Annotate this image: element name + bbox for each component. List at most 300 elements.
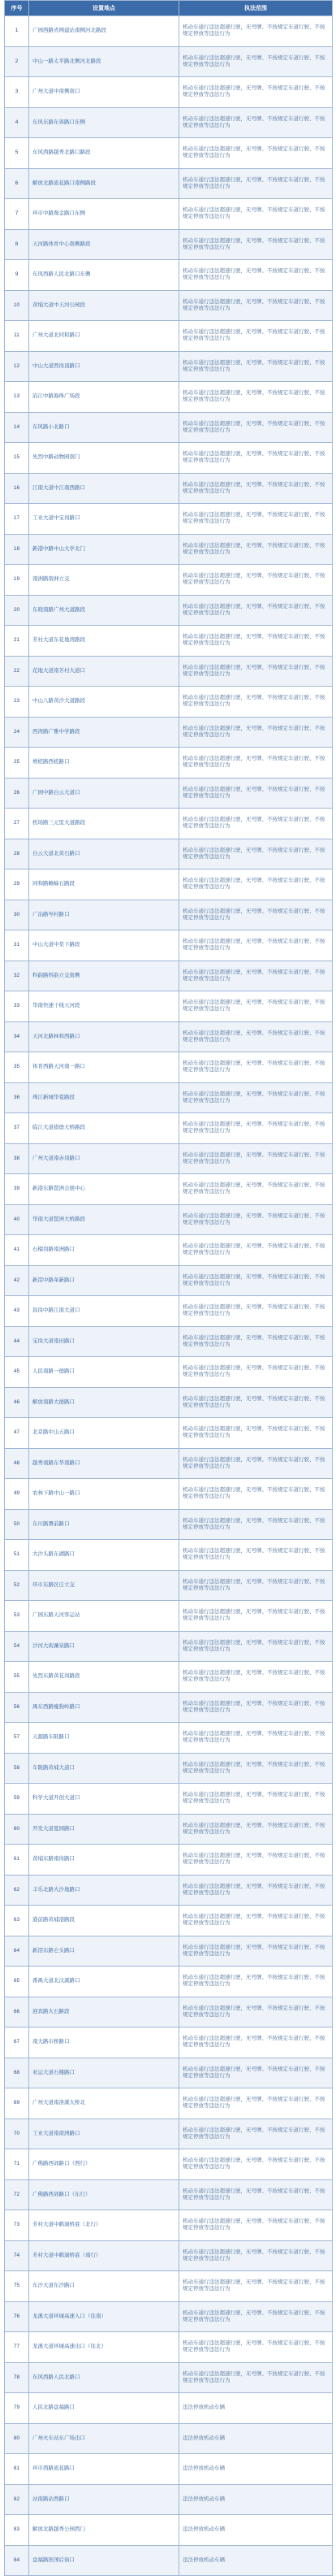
row-index: 75	[5, 2271, 29, 2302]
row-scope: 机动车通行违法超速行驶，无号牌、不按规定车道行驶、不按规定停放等违法行为	[179, 443, 333, 474]
row-index: 24	[5, 717, 29, 748]
row-scope: 机动车通行违法超速行驶，无号牌、不按规定车道行驶、不按规定停放等违法行为	[179, 138, 333, 169]
row-index: 70	[5, 2118, 29, 2149]
row-index: 6	[5, 168, 29, 199]
row-index: 44	[5, 1326, 29, 1357]
row-location: 华南大道琶洲大桥路段	[29, 1204, 179, 1235]
table-row	[5, 1936, 333, 1967]
row-index: 17	[5, 504, 29, 535]
row-location: 北京路中山五路口	[29, 1418, 179, 1449]
table-row	[5, 1052, 333, 1083]
row-location: 解放北路越秀公园西门	[29, 2515, 179, 2546]
table-row	[5, 626, 333, 657]
row-scope: 机动车通行违法超速行驶，无号牌、不按规定车道行驶、不按规定停放等违法行为	[179, 412, 333, 443]
row-scope: 机动车通行违法超速行驶，无号牌、不按规定车道行驶、不按规定停放等违法行为	[179, 1021, 333, 1052]
row-location: 东风西路越秀北路口路段	[29, 138, 179, 169]
row-location: 芳村大道东花地湾路段	[29, 626, 179, 657]
enforcement-locations-table	[4, 0, 333, 2576]
row-index: 33	[5, 991, 29, 1022]
row-index: 32	[5, 961, 29, 991]
row-index: 49	[5, 1479, 29, 1510]
table-row	[5, 412, 333, 443]
row-index: 40	[5, 1204, 29, 1235]
table-row	[5, 2332, 333, 2363]
row-location: 科韵路科韵立交南侧	[29, 961, 179, 991]
row-location: 丰乐北路大沙地路口	[29, 1875, 179, 1906]
table-row	[5, 1662, 333, 1693]
row-scope: 机动车通行违法超速行驶，无号牌、不按规定车道行驶、不按规定停放等违法行为	[179, 1143, 333, 1174]
row-index: 38	[5, 1143, 29, 1174]
row-index: 26	[5, 778, 29, 809]
row-index: 12	[5, 351, 29, 382]
table-row	[5, 1967, 333, 1997]
table-row	[5, 870, 333, 900]
row-location: 宝岗大道南田路口	[29, 1326, 179, 1357]
row-location: 天河北路林和西路口	[29, 1021, 179, 1052]
row-index: 10	[5, 290, 29, 321]
table-row	[5, 2393, 333, 2424]
row-scope: 机动车通行违法超速行驶，无号牌、不按规定车道行驶、不按规定停放等违法行为	[179, 1936, 333, 1967]
row-scope: 机动车通行违法超速行驶，无号牌、不按规定车道行驶、不按规定停放等违法行为	[179, 595, 333, 626]
row-scope: 机动车通行违法超速行驶，无号牌、不按规定车道行驶、不按规定停放等违法行为	[179, 1418, 333, 1449]
row-location: 东风西路人民北路口	[29, 2362, 179, 2393]
row-location: 西湾路广雅中学路段	[29, 717, 179, 748]
row-location: 体育西路天河南一路口	[29, 1052, 179, 1083]
table-row	[5, 2240, 333, 2271]
table-row	[5, 1723, 333, 1754]
table-row	[5, 2515, 333, 2546]
row-scope: 机动车通行违法超速行驶，无号牌、不按规定车道行驶、不按规定停放等违法行为	[179, 1174, 333, 1205]
row-scope: 机动车通行违法超速行驶，无号牌、不按规定车道行驶、不按规定停放等违法行为	[179, 290, 333, 321]
table-row	[5, 1753, 333, 1784]
row-index: 11	[5, 321, 29, 352]
row-index: 76	[5, 2301, 29, 2332]
row-location: 港前路黄埔港路段	[29, 1906, 179, 1936]
table-row	[5, 321, 333, 352]
row-location: 机场路三元里大道路段	[29, 809, 179, 839]
row-index: 55	[5, 1662, 29, 1693]
row-scope: 机动车通行违法超速行驶，无号牌、不按规定车道行驶、不按规定停放等违法行为	[179, 1235, 333, 1266]
row-location: 天河路体育中心南侧路段	[29, 229, 179, 260]
table-row	[5, 656, 333, 687]
row-index: 83	[5, 2515, 29, 2546]
row-index: 64	[5, 1936, 29, 1967]
row-scope: 违法停放机动车辆	[179, 2393, 333, 2424]
row-location: 中山大道西岗顶路口	[29, 351, 179, 382]
row-location: 南洲路南洲立交	[29, 565, 179, 596]
row-index: 22	[5, 656, 29, 687]
row-scope: 机动车通行违法超速行驶，无号牌、不按规定车道行驶、不按规定停放等违法行为	[179, 199, 333, 230]
table-row	[5, 1326, 333, 1357]
table-row	[5, 46, 333, 77]
row-location: 芳村大道中鹤洞桥底（北行）	[29, 2210, 179, 2241]
table-row	[5, 534, 333, 565]
row-location: 迎宾路大石路段	[29, 1997, 179, 2027]
row-scope: 机动车通行违法超速行驶，无号牌、不按规定车道行驶、不按规定停放等违法行为	[179, 1570, 333, 1601]
row-scope: 机动车通行违法超速行驶，无号牌、不按规定车道行驶、不按规定停放等违法行为	[179, 1875, 333, 1906]
table-row	[5, 1143, 333, 1174]
row-scope: 机动车通行违法超速行驶，无号牌、不按规定车道行驶、不按规定停放等违法行为	[179, 1357, 333, 1388]
row-index: 62	[5, 1875, 29, 1906]
row-location: 黄埔东路南岗路口	[29, 1845, 179, 1876]
row-location: 广州大道中南侧南口	[29, 77, 179, 108]
row-scope: 机动车通行违法超速行驶，无号牌、不按规定车道行驶、不按规定停放等违法行为	[179, 260, 333, 291]
row-index: 4	[5, 107, 29, 138]
row-location: 东沙大道东沙路口	[29, 2271, 179, 2302]
row-scope: 机动车通行违法超速行驶，无号牌、不按规定车道行驶、不按规定停放等违法行为	[179, 1509, 333, 1540]
table-row	[5, 2027, 333, 2058]
row-index: 43	[5, 1296, 29, 1327]
row-scope: 机动车通行违法超速行驶，无号牌、不按规定车道行驶、不按规定停放等违法行为	[179, 168, 333, 199]
header-location: 设置地点	[29, 1, 179, 16]
row-index: 2	[5, 46, 29, 77]
table-row	[5, 1814, 333, 1845]
row-location: 广汕路岑村路口	[29, 900, 179, 930]
row-index: 13	[5, 382, 29, 413]
row-location: 新港中路中山大学北门	[29, 534, 179, 565]
row-location: 石榴岗路南洲路口	[29, 1235, 179, 1266]
row-scope: 机动车通行违法超速行驶，无号牌、不按规定车道行驶、不按规定停放等违法行为	[179, 77, 333, 108]
table-row	[5, 2423, 333, 2454]
table-row	[5, 2484, 333, 2515]
row-scope: 机动车通行违法超速行驶，无号牌、不按规定车道行驶、不按规定停放等违法行为	[179, 1479, 333, 1510]
row-location: 人民南路一德路口	[29, 1357, 179, 1388]
table-row	[5, 1387, 333, 1418]
row-index: 78	[5, 2362, 29, 2393]
table-row	[5, 1448, 333, 1479]
row-index: 72	[5, 2179, 29, 2210]
table-row	[5, 1357, 333, 1388]
row-location: 大沙头路东湖路口	[29, 1540, 179, 1571]
table-row	[5, 77, 333, 108]
row-scope: 机动车通行违法超速行驶，无号牌、不按规定车道行驶、不按规定停放等违法行为	[179, 1204, 333, 1235]
row-location: 东川路署前路口	[29, 1509, 179, 1540]
table-row	[5, 930, 333, 961]
row-scope: 机动车通行违法超速行驶，无号牌、不按规定车道行驶、不按规定停放等违法行为	[179, 1662, 333, 1693]
table-row	[5, 2179, 333, 2210]
row-location: 禺东西路瘦狗岭路口	[29, 1692, 179, 1723]
row-location: 环市中路淘金路口东侧	[29, 199, 179, 230]
row-location: 盘福路医国后街口	[29, 2545, 179, 2576]
table-row	[5, 595, 333, 626]
row-location: 中山八路黄沙大道路段	[29, 687, 179, 718]
table-row	[5, 1509, 333, 1540]
row-location: 东风西路人民北路口东侧	[29, 260, 179, 291]
row-scope: 机动车通行违法超速行驶，无号牌、不按规定车道行驶、不按规定停放等违法行为	[179, 1448, 333, 1479]
row-scope: 机动车通行违法超速行驶，无号牌、不按规定车道行驶、不按规定停放等违法行为	[179, 687, 333, 718]
row-index: 9	[5, 260, 29, 291]
row-location: 龙溪大道环城高速入口（往南）	[29, 2301, 179, 2332]
row-scope: 违法停放机动车辆	[179, 2545, 333, 2576]
row-location: 工业大道中宝岗路口	[29, 504, 179, 535]
row-index: 14	[5, 412, 29, 443]
row-scope: 机动车通行违法超速行驶，无号牌、不按规定车道行驶、不按规定停放等违法行为	[179, 717, 333, 748]
row-location: 中山一路太平路北侧河北路段	[29, 46, 179, 77]
header-index: 序号	[5, 1, 29, 16]
table-row	[5, 473, 333, 504]
row-index: 50	[5, 1509, 29, 1540]
table-row	[5, 565, 333, 596]
row-scope: 机动车通行违法超速行驶，无号牌、不按规定车道行驶、不按规定停放等违法行为	[179, 107, 333, 138]
row-index: 84	[5, 2545, 29, 2576]
row-scope: 机动车通行违法超速行驶，无号牌、不按规定车道行驶、不按规定停放等违法行为	[179, 2118, 333, 2149]
row-index: 59	[5, 1784, 29, 1815]
row-scope: 机动车通行违法超速行驶，无号牌、不按规定车道行驶、不按规定停放等违法行为	[179, 565, 333, 596]
row-index: 51	[5, 1540, 29, 1571]
row-location: 解放南路大德路口	[29, 1387, 179, 1418]
row-location: 新滘中路革新路口	[29, 1265, 179, 1296]
row-scope: 机动车通行违法超速行驶，无号牌、不按规定车道行驶、不按规定停放等违法行为	[179, 1845, 333, 1876]
row-location: 白云大道北黄石路口	[29, 839, 179, 870]
row-scope: 机动车通行违法超速行驶，无号牌、不按规定车道行驶、不按规定停放等违法行为	[179, 809, 333, 839]
row-index: 34	[5, 1021, 29, 1052]
row-scope: 机动车通行违法超速行驶，无号牌、不按规定车道行驶、不按规定停放等违法行为	[179, 534, 333, 565]
row-location: 环市东路区庄立交	[29, 1570, 179, 1601]
row-index: 1	[5, 16, 29, 47]
row-index: 39	[5, 1174, 29, 1205]
row-location: 昌岗中路江南大道口	[29, 1296, 179, 1327]
table-row	[5, 1418, 333, 1449]
table-row	[5, 1296, 333, 1327]
row-location: 芳村大道中鹤洞桥底（南行）	[29, 2240, 179, 2271]
table-row	[5, 2271, 333, 2302]
table-row	[5, 1235, 333, 1266]
row-location: 增槎路西槎路口	[29, 748, 179, 778]
row-scope: 机动车通行违法超速行驶，无号牌、不按规定车道行驶、不按规定停放等违法行为	[179, 1326, 333, 1357]
row-scope: 机动车通行违法超速行驶，无号牌、不按规定车道行驶、不按规定停放等违法行为	[179, 1631, 333, 1662]
row-location: 临江大道猎德大桥路段	[29, 1113, 179, 1144]
row-location: 同和路蟾蜍石路段	[29, 870, 179, 900]
row-scope: 机动车通行违法超速行驶，无号牌、不按规定车道行驶、不按规定停放等违法行为	[179, 1387, 333, 1418]
row-location: 东风路小北路口	[29, 412, 179, 443]
row-scope: 机动车通行违法超速行驶，无号牌、不按规定车道行驶、不按规定停放等违法行为	[179, 1052, 333, 1083]
row-index: 54	[5, 1631, 29, 1662]
row-scope: 机动车通行违法超速行驶，无号牌、不按规定车道行驶、不按规定停放等违法行为	[179, 748, 333, 778]
row-location: 广园西路省网建站南侧河北路段	[29, 16, 179, 47]
row-index: 30	[5, 900, 29, 930]
row-index: 25	[5, 748, 29, 778]
row-scope: 机动车通行违法超速行驶，无号牌、不按规定车道行驶、不按规定停放等违法行为	[179, 2179, 333, 2210]
table-row	[5, 839, 333, 870]
table-row	[5, 2118, 333, 2149]
row-location: 龙溪大道环城高速出口（往北）	[29, 2332, 179, 2363]
row-location: 天源路车陂路口	[29, 1723, 179, 1754]
row-location: 工业大道南南洲路口	[29, 2118, 179, 2149]
row-scope: 机动车通行违法超速行驶，无号牌、不按规定车道行驶、不按规定停放等违法行为	[179, 1296, 333, 1327]
table-body	[5, 16, 333, 2576]
table-row	[5, 443, 333, 474]
row-scope: 机动车通行违法超速行驶，无号牌、不按规定车道行驶、不按规定停放等违法行为	[179, 1082, 333, 1113]
row-index: 61	[5, 1845, 29, 1876]
row-scope: 违法停放机动车辆	[179, 2454, 333, 2485]
row-scope: 机动车通行违法超速行驶，无号牌、不按规定车道行驶、不按规定停放等违法行为	[179, 1784, 333, 1815]
row-index: 74	[5, 2240, 29, 2271]
row-index: 21	[5, 626, 29, 657]
row-index: 27	[5, 809, 29, 839]
table-row	[5, 1997, 333, 2027]
row-scope: 机动车通行违法超速行驶，无号牌、不按规定车道行驶、不按规定停放等违法行为	[179, 2362, 333, 2393]
table-row	[5, 229, 333, 260]
row-index: 3	[5, 77, 29, 108]
table-header	[5, 1, 333, 16]
table-row	[5, 809, 333, 839]
row-location: 先烈东路黄花岗路段	[29, 1662, 179, 1693]
row-index: 16	[5, 473, 29, 504]
row-index: 82	[5, 2484, 29, 2515]
row-scope: 机动车通行违法超速行驶，无号牌、不按规定车道行驶、不按规定停放等违法行为	[179, 321, 333, 352]
row-index: 60	[5, 1814, 29, 1845]
row-scope: 机动车通行违法超速行驶，无号牌、不按规定车道行驶、不按规定停放等违法行为	[179, 991, 333, 1022]
row-index: 67	[5, 2027, 29, 2058]
row-scope: 机动车通行违法超速行驶，无号牌、不按规定车道行驶、不按规定停放等违法行为	[179, 930, 333, 961]
table-row	[5, 991, 333, 1022]
row-location: 开发大道夏园路口	[29, 1814, 179, 1845]
table-row	[5, 504, 333, 535]
row-scope: 机动车通行违法超速行驶，无号牌、不按规定车道行驶、不按规定停放等违法行为	[179, 778, 333, 809]
row-index: 65	[5, 1967, 29, 1997]
row-location: 广州大道南赤岗路口	[29, 1143, 179, 1174]
row-location: 中山大道中棠下路段	[29, 930, 179, 961]
row-scope: 机动车通行违法超速行驶，无号牌、不按规定车道行驶、不按规定停放等违法行为	[179, 1723, 333, 1754]
row-scope: 机动车通行违法超速行驶，无号牌、不按规定车道行驶、不按规定停放等违法行为	[179, 961, 333, 991]
row-scope: 机动车通行违法超速行驶，无号牌、不按规定车道行驶、不按规定停放等违法行为	[179, 2149, 333, 2180]
row-location: 花地大道南芳村大道口	[29, 656, 179, 687]
row-scope: 机动车通行违法超速行驶，无号牌、不按规定车道行驶、不按规定停放等违法行为	[179, 1814, 333, 1845]
table-row	[5, 1692, 333, 1723]
row-location: 广园东路天河客运站	[29, 1601, 179, 1632]
row-location: 农林下路中山一路口	[29, 1479, 179, 1510]
row-scope: 机动车通行违法超速行驶，无号牌、不按规定车道行驶、不按规定停放等违法行为	[179, 1265, 333, 1296]
row-scope: 机动车通行违法超速行驶，无号牌、不按规定车道行驶、不按规定停放等违法行为	[179, 626, 333, 657]
table-row	[5, 961, 333, 991]
row-location: 人民北路盘福路口	[29, 2393, 179, 2424]
row-location: 华南快速干线天河段	[29, 991, 179, 1022]
row-scope: 违法停放机动车辆	[179, 2423, 333, 2454]
row-index: 58	[5, 1753, 29, 1784]
row-location: 南大路市桥路口	[29, 2027, 179, 2058]
row-scope: 机动车通行违法超速行驶，无号牌、不按规定车道行驶、不按规定停放等违法行为	[179, 1753, 333, 1784]
row-index: 57	[5, 1723, 29, 1754]
row-index: 36	[5, 1082, 29, 1113]
row-index: 52	[5, 1570, 29, 1601]
table-row	[5, 199, 333, 230]
table-row	[5, 351, 333, 382]
row-location: 车陂路黄埔大道口	[29, 1753, 179, 1784]
table-row	[5, 1601, 333, 1632]
table-row	[5, 2088, 333, 2119]
row-location: 环市西路流花路口	[29, 2454, 179, 2485]
table-row	[5, 2058, 333, 2088]
row-index: 80	[5, 2423, 29, 2454]
table-row	[5, 1113, 333, 1144]
row-scope: 机动车通行违法超速行驶，无号牌、不按规定车道行驶、不按规定停放等违法行为	[179, 2027, 333, 2058]
row-index: 47	[5, 1418, 29, 1449]
row-scope: 机动车通行违法超速行驶，无号牌、不按规定车道行驶、不按规定停放等违法行为	[179, 1113, 333, 1144]
row-index: 8	[5, 229, 29, 260]
row-location: 亚运大道石楼路口	[29, 2058, 179, 2088]
row-index: 20	[5, 595, 29, 626]
table-row	[5, 107, 333, 138]
row-index: 5	[5, 138, 29, 169]
row-location: 东晓南路广州大道路段	[29, 595, 179, 626]
table-row	[5, 2454, 333, 2485]
row-location: 广佛路西郊路口（西行）	[29, 2149, 179, 2180]
table-row	[5, 2301, 333, 2332]
table-row	[5, 778, 333, 809]
row-index: 23	[5, 687, 29, 718]
table-row	[5, 168, 333, 199]
row-index: 45	[5, 1357, 29, 1388]
table-row	[5, 687, 333, 718]
row-index: 15	[5, 443, 29, 474]
table-row	[5, 717, 333, 748]
row-scope: 机动车通行违法超速行驶，无号牌、不按规定车道行驶、不按规定停放等违法行为	[179, 2240, 333, 2271]
table-row	[5, 16, 333, 47]
page	[4, 0, 332, 2576]
row-scope: 机动车通行违法超速行驶，无号牌、不按规定车道行驶、不按规定停放等违法行为	[179, 839, 333, 870]
table-row	[5, 1845, 333, 1876]
table-row	[5, 748, 333, 778]
row-scope: 机动车通行违法超速行驶，无号牌、不按规定车道行驶、不按规定停放等违法行为	[179, 1692, 333, 1723]
table-row	[5, 1540, 333, 1571]
table-row	[5, 1906, 333, 1936]
row-scope: 违法停放机动车辆	[179, 2484, 333, 2515]
row-location: 广州大道北同和路口	[29, 321, 179, 352]
row-index: 81	[5, 2454, 29, 2485]
row-index: 66	[5, 1997, 29, 2027]
row-location: 新滘东路仑头路口	[29, 1936, 179, 1967]
row-scope: 违法停放机动车辆	[179, 2515, 333, 2546]
row-location: 沙河大街濂泉路口	[29, 1631, 179, 1662]
row-scope: 机动车通行违法超速行驶，无号牌、不按规定车道行驶、不按规定停放等违法行为	[179, 504, 333, 535]
row-scope: 机动车通行违法超速行驶，无号牌、不按规定车道行驶、不按规定停放等违法行为	[179, 46, 333, 77]
table-row	[5, 2545, 333, 2576]
row-scope: 机动车通行违法超速行驶，无号牌、不按规定车道行驶、不按规定停放等违法行为	[179, 1967, 333, 1997]
row-index: 56	[5, 1692, 29, 1723]
table-row	[5, 290, 333, 321]
row-index: 79	[5, 2393, 29, 2424]
row-scope: 机动车通行违法超速行驶，无号牌、不按规定车道行驶、不按规定停放等违法行为	[179, 16, 333, 47]
table-row	[5, 382, 333, 413]
table-row	[5, 1570, 333, 1601]
row-location: 先烈中路动物园南门	[29, 443, 179, 474]
table-row	[5, 2362, 333, 2393]
row-scope: 机动车通行违法超速行驶，无号牌、不按规定车道行驶、不按规定停放等违法行为	[179, 2088, 333, 2119]
row-index: 71	[5, 2149, 29, 2180]
row-location: 广园中路白云大道口	[29, 778, 179, 809]
row-scope: 机动车通行违法超速行驶，无号牌、不按规定车道行驶、不按规定停放等违法行为	[179, 2058, 333, 2088]
row-scope: 机动车通行违法超速行驶，无号牌、不按规定车道行驶、不按规定停放等违法行为	[179, 1540, 333, 1571]
row-scope: 机动车通行违法超速行驶，无号牌、不按规定车道行驶、不按规定停放等违法行为	[179, 2301, 333, 2332]
row-index: 7	[5, 199, 29, 230]
table-row	[5, 260, 333, 291]
row-scope: 机动车通行违法超速行驶，无号牌、不按规定车道行驶、不按规定停放等违法行为	[179, 2332, 333, 2363]
row-index: 31	[5, 930, 29, 961]
row-scope: 机动车通行违法超速行驶，无号牌、不按规定车道行驶、不按规定停放等违法行为	[179, 382, 333, 413]
table-row	[5, 1265, 333, 1296]
row-index: 41	[5, 1235, 29, 1266]
row-index: 37	[5, 1113, 29, 1144]
table-row	[5, 2149, 333, 2180]
row-location: 番禺大道北汉溪路口	[29, 1967, 179, 1997]
row-index: 19	[5, 565, 29, 596]
row-location: 新港东路琶洲会展中心	[29, 1174, 179, 1205]
row-index: 46	[5, 1387, 29, 1418]
table-row	[5, 2210, 333, 2241]
row-location: 广州大道南洛溪大桥北	[29, 2088, 179, 2119]
row-location: 江南大道中江南西路口	[29, 473, 179, 504]
row-index: 35	[5, 1052, 29, 1083]
